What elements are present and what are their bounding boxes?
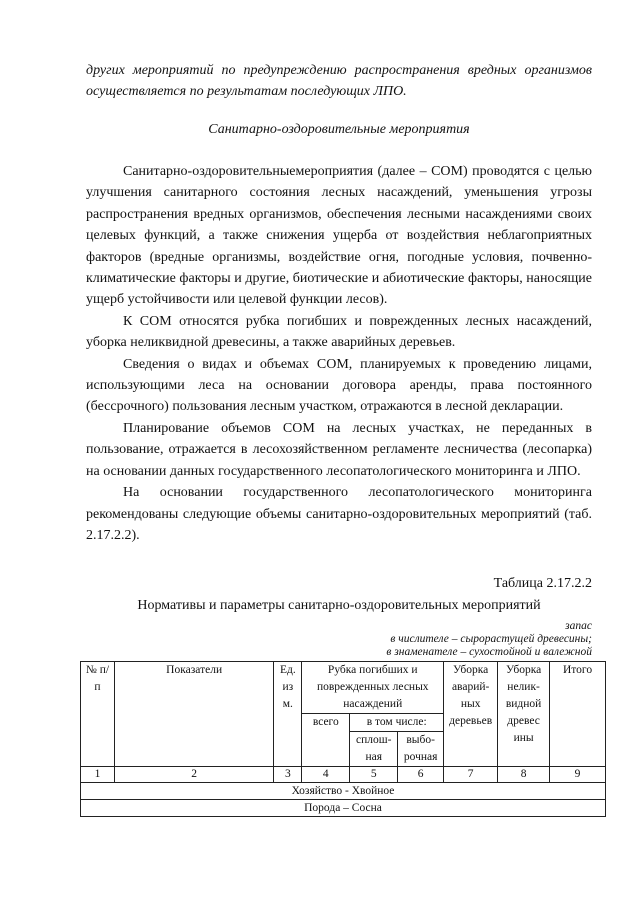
header-emergency-trees: Уборка аварий-ных деревьев <box>444 662 498 767</box>
header-indicators: Показатели <box>114 662 273 767</box>
column-number: 8 <box>498 767 550 783</box>
group-row-farm: Хозяйство - Хвойное <box>81 783 606 800</box>
column-number: 2 <box>114 767 273 783</box>
table-row <box>81 783 606 800</box>
header-num: № п/п <box>81 662 115 767</box>
norms-table <box>80 661 606 817</box>
table-title: Нормативы и параметры санитарно-оздоровительных мероприятий <box>137 598 541 613</box>
group-row-species: Порода – Сосна <box>81 800 606 817</box>
header-total-sum: Итого <box>550 662 606 767</box>
paragraph: На основании государственного лесопатологического мониторинга рекомендованы следующие объемы санитарно-оздоровительных мероприятий (таб. 2.17.2.2). <box>86 485 592 543</box>
paragraph: Санитарно-оздоровительныемероприятия (далее – СОМ) проводятся с целью улучшения санитарного состояния лесных насаждений, уменьшения угрозы распространения вредных организмов, обеспечения лесными насаждениями своих целевых функций, а также снижения ущерба от воздействия неблагоприятных факторов (вредные организмы, воздействие огня, погодные условия, почвенно-климатические факторы и другие, биотические и абиотические факторы, наносящие ущерб устойчивости или целевой функции лесов). <box>86 164 592 308</box>
table-note-numerator: в числителе – сырорастущей древесины; <box>390 633 592 645</box>
column-number: 9 <box>550 767 606 783</box>
table-note-stock: запас <box>565 620 592 632</box>
column-number: 6 <box>398 767 444 783</box>
paragraph: Планирование объемов СОМ на лесных участках, не переданных в пользование, отражается в лесохозяйственном регламенте лесничества (лесопарка) на основании данных государственного лесопатологического мониторинга и ЛПО. <box>86 420 592 479</box>
header-unit: Ед. из м. <box>274 662 302 767</box>
paragraph: Сведения о видах и объемах СОМ, планируемых к проведению лицами, использующими леса на основании договора аренды, права постоянного (бессрочного) пользования лесным участком, отражаются в лесной декларации. <box>86 356 592 415</box>
column-number: 1 <box>81 767 115 783</box>
table-note-denominator: в знаменателе – сухостойной и валежной <box>386 646 592 658</box>
header-illiquid-wood: Уборка нелик-видной древес ины <box>498 662 550 767</box>
column-number: 3 <box>274 767 302 783</box>
table-row <box>81 800 606 817</box>
section-title: Санитарно-оздоровительные мероприятия <box>208 122 470 137</box>
intro-paragraph: других мероприятий по предупреждению распространения вредных организмов осуществляется по результатам последующих ЛПО. <box>86 63 592 99</box>
header-total: всего <box>302 714 350 767</box>
header-felling: Рубка погибших и поврежденных лесных насаждений <box>302 662 444 714</box>
body-text <box>86 161 592 546</box>
header-clear-cut: сплош-ная <box>350 732 398 767</box>
header-selective-cut: выбо-рочная <box>398 732 444 767</box>
column-number: 5 <box>350 767 398 783</box>
column-number: 4 <box>302 767 350 783</box>
column-number-row <box>81 767 606 783</box>
table-number: Таблица 2.17.2.2 <box>493 576 592 591</box>
column-number: 7 <box>444 767 498 783</box>
header-including: в том числе: <box>350 714 444 732</box>
paragraph: К СОМ относятся рубка погибших и поврежденных лесных насаждений, уборка неликвидной древесины, а также аварийных деревьев. <box>86 313 592 351</box>
